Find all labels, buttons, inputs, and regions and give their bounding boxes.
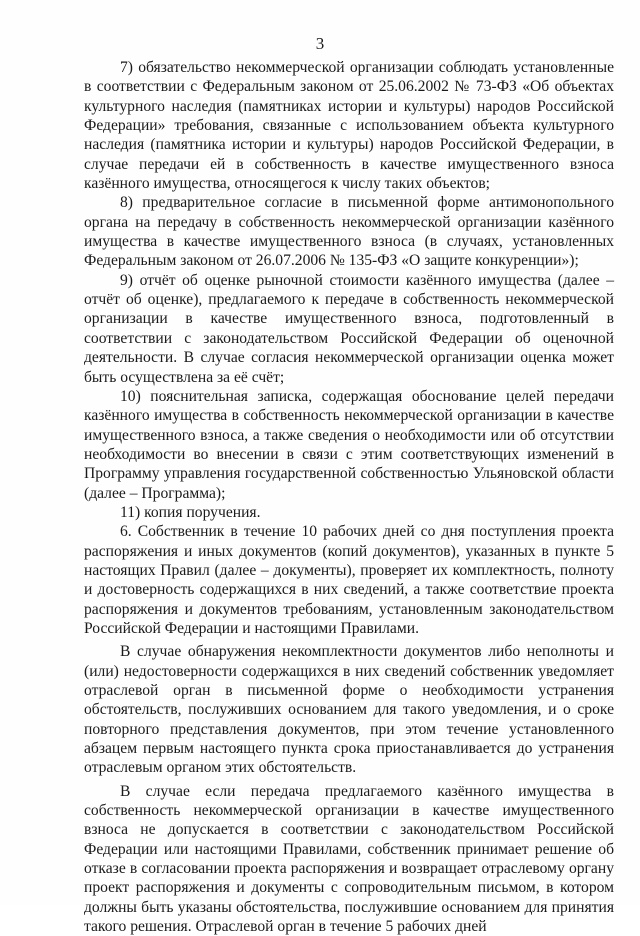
paragraph-item-11: 11) копия поручения.: [120, 503, 261, 521]
document-body: [84, 58, 614, 936]
paragraph-incompleteness: В случае обнаружения некомплектности документов либо неполноты и (или) недостоверности содержащихся в них сведений собственник уведомляет отраслевой орган в письменной форме о необходимости устранения обстоятельств, послуживших основанием для такого уведомления, и о сроке повторного представления документов, при этом течение установленного абзацем первым настоящего пункта срока приостанавливается до устранения отраслевым органом этих обстоятельств.: [84, 643, 614, 777]
paragraph-item-10: 10) пояснительная записка, содержащая обоснование целей передачи казённого имущества в собственность некоммерческой организации в качестве имущественного взноса, а также сведения о необходимости или об отсутствии необходимости во внесении в связи с этим соответствующих изменений в Программу управления государственной собственностью Ульяновской области (далее – Программа);: [84, 387, 614, 502]
paragraph-refusal: В случае если передача предлагаемого казённого имущества в собственность некоммерческой организации в качестве имущественного взноса не допускается в соответствии с законодательством Российской Федерации или настоящими Правилами, собственник принимает решение об отказе в согласовании проекта распоряжения и возвращает отраслевому органу проект распоряжения и документы с сопроводительным письмом, в котором должны быть указаны обстоятельства, послужившие основанием для принятия такого решения. Отраслевой орган в течение 5 рабочих дней: [84, 782, 614, 936]
page-number: 3: [315, 34, 325, 53]
paragraph-clause-6: 6. Собственник в течение 10 рабочих дней со дня поступления проекта распоряжения и иных документов (копий документов), указанных в пункте 5 настоящих Правил (далее – документы), проверяет их комплектность, полноту и достоверность содержащихся в них сведений, а также соответствие проекта распоряжения и документов требованиям, установленным законодательством Российской Федерации и настоящими Правилами.: [84, 523, 614, 637]
paragraph-item-8: 8) предварительное согласие в письменной форме антимонопольного органа на передачу в собственность некоммерческой организации казённого имущества в качестве имущественного взноса (в случаях, установленных Федеральным законом от 26.07.2006 № 135-ФЗ «О защите конкуренции»);: [84, 194, 614, 270]
paragraph-item-9: 9) отчёт об оценке рыночной стоимости казённого имущества (далее – отчёт об оценке), предлагаемого к передаче в собственность некоммерческой организации в качестве имущественного взноса, подготовленный в соответствии с законодательством Российской Федерации об оценочной деятельности. В случае согласия некоммерческой организации оценка может быть осуществлена за её счёт;: [84, 271, 614, 386]
paragraph-item-7: 7) обязательство некоммерческой организации соблюдать установленные в соответствии с Федеральным законом от 25.06.2002 № 73-ФЗ «Об объектах культурного наследия (памятниках истории и культуры) народов Российской Федерации» требования, связанные с использованием объекта культурного наследия (памятника истории и культуры) народов Российской Федерации, в случае передачи ей в собственность в качестве имущественного взноса казённого имущества, относящегося к числу таких объектов;: [84, 59, 614, 193]
